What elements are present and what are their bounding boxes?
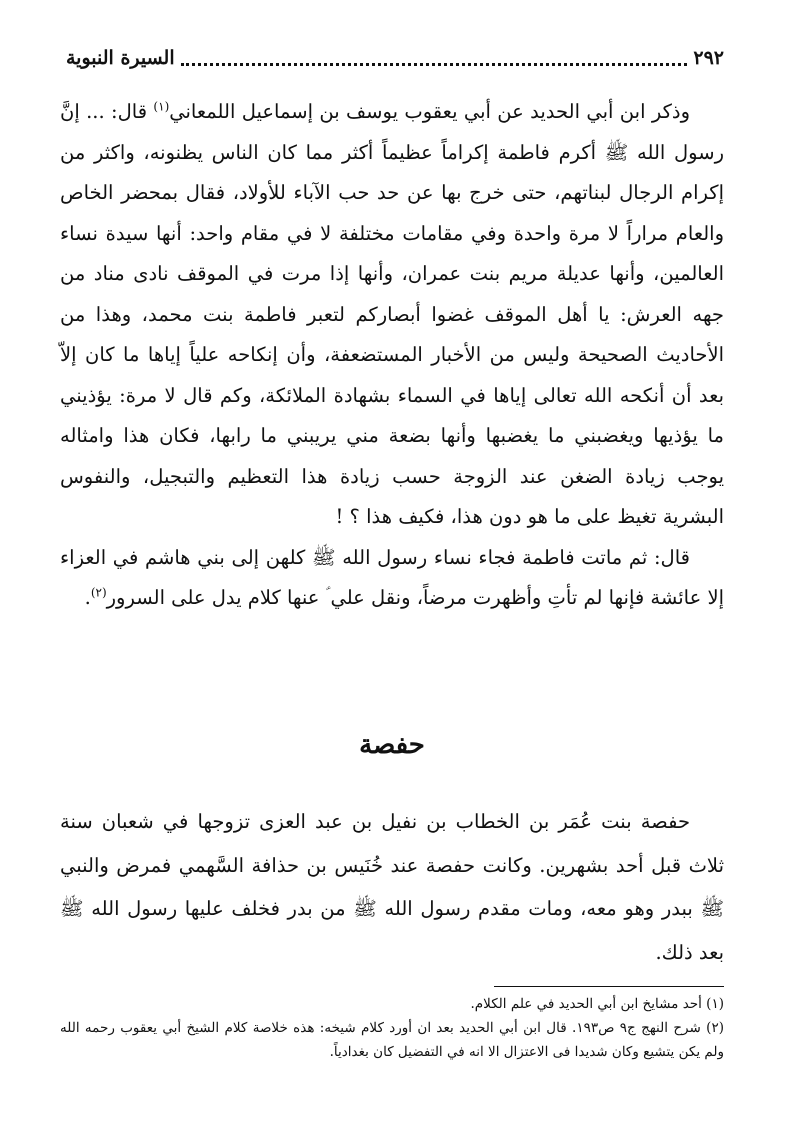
paragraph-aisha-end: . bbox=[84, 586, 91, 609]
paragraph-quote-intro: وذكر ابن أبي الحديد عن أبي يعقوب يوسف بن إسماعيل اللمعاني bbox=[169, 100, 691, 123]
main-text bbox=[60, 92, 724, 619]
footnote-divider bbox=[494, 986, 724, 987]
header-dot-leader bbox=[181, 63, 688, 66]
page-number: ٢٩٢ bbox=[693, 47, 724, 69]
footnote-1: (١) أحد مشايخ ابن أبي الحديد في علم الكلام. bbox=[470, 996, 724, 1012]
running-title: السيرة النبوية bbox=[66, 47, 175, 69]
section-heading-hafsa: حفصة bbox=[359, 730, 425, 760]
paragraph-quote bbox=[60, 92, 724, 538]
hafsa-text bbox=[60, 800, 724, 974]
page-header bbox=[66, 36, 724, 80]
footnotes bbox=[60, 992, 724, 1064]
footnote-ref-1[interactable]: (١) bbox=[153, 99, 170, 114]
footnote-ref-2[interactable]: (٢) bbox=[90, 585, 107, 600]
paragraph-aisha-text: قال: ثم ماتت فاطمة فجاء نساء رسول الله ﷺ كلهن إلى بني هاشم في العزاء إلا عائشة فإنها لم تأتِ وأظهرت مرضاً، ونقل علي ؑ عنها كلام يدل على السرور bbox=[60, 545, 724, 609]
paragraph-hafsa: حفصة بنت عُمَر بن الخطاب بن نفيل بن عبد العزى تزوجها في شعبان سنة ثلاث قبل أحد بشهرين. وكانت حفصة عند خُنَيس بن حذافة السَّهمي فمرض والنبي ﷺ ببدر وهو معه، ومات مقدم رسول الله ﷺ من بدر فخلف عليها رسول الله ﷺ بعد ذلك. bbox=[60, 810, 724, 964]
paragraph-aisha bbox=[60, 538, 724, 619]
footnote-2: (٢) شرح النهج ج٩ ص١٩٣. قال ابن أبي الحديد بعد ان أورد كلام شيخه: هذه خلاصة كلام الشيخ أبي يعقوب رحمه الله ولم يكن يتشيع وكان شديدا فى الاعتزال الا انه في التفضيل كان بغدادياً. bbox=[60, 1020, 724, 1060]
paragraph-quote-body: قال: ... إنَّ رسول الله ﷺ أكرم فاطمة إكراماً عظيماً أكثر مما كان الناس يظنونه، واكثر من إكرام الرجال لبناتهم، حتى خرج بها عن حد حب الآباء للأولاد، فقال بمحضر الخاص والعام مراراً لا مرة واحدة وفي مقامات مختلفة لا في مقام واحد: أنها سيدة نساء العالمين، وأنها عديلة مريم بنت عمران، وأنها إذا مرت في الموقف نادى مناد من جهه العرش: يا أهل الموقف غضوا أبصاركم لتعبر فاطمة بنت محمد، وهذا من الأحاديث الصحيحة وليس من الأخبار المستضعفة، وأن إنكاحه علياً إياها ما كان إلاّ بعد أن أنكحه الله تعالى إياها في السماء بشهادة الملائكة، وكم قال لا مرة: يؤذيني ما يؤذيها ويغضبني ما يغضبها وأنها بضعة مني يريبني ما رابها، فكان هذا وامثاله يوجب زيادة الضغن عند الزوجة حسب زيادة هذا التعظيم والتبجيل، والنفوس البشرية تغيظ على ما هو دون هذا، فكيف هذا ؟ ! bbox=[60, 100, 724, 528]
